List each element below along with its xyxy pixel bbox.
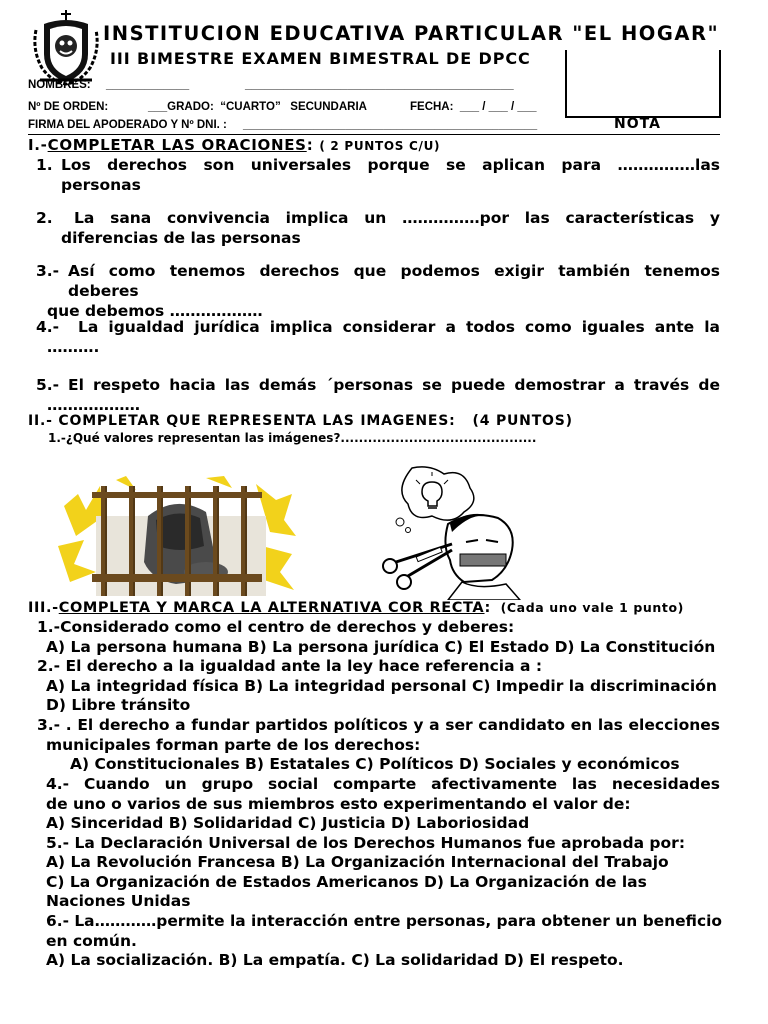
s3-question-1-options: A) La persona humana B) La persona jurídica C) El Estado D) La Constitución: [46, 638, 716, 656]
question-1-line-2: personas: [61, 176, 141, 194]
section-1-numeral: I.-: [28, 136, 48, 154]
question-5: [36, 375, 720, 415]
question-3-line-1: Así como tenemos derechos que podemos exigir también tenemos deberes: [68, 262, 720, 300]
header-rule: [28, 134, 720, 135]
section-1-heading: [28, 136, 440, 154]
censorship-illustration: [382, 466, 528, 600]
question-1-number: 1.: [36, 156, 53, 174]
signature-blank[interactable]: ______________________________________________: [243, 119, 538, 131]
exam-title: III BIMESTRE EXAMEN BIMESTRAL DE DPCC: [110, 49, 531, 68]
school-crest: [30, 10, 102, 86]
section-3-points: (Cada uno vale 1 punto): [500, 600, 684, 615]
question-3-line-2: que debemos ………………: [47, 302, 263, 320]
question-2: [36, 208, 720, 248]
s3-question-4-cont: de uno o varios de sus miembros esto experimentando el valor de:: [46, 795, 631, 813]
date-label: FECHA: ___ / ___ / ___: [410, 101, 537, 113]
question-2-line-1: La sana convivencia implica un ……………por las características y: [74, 209, 720, 227]
question-2-line-2: diferencias de las personas: [61, 229, 301, 247]
section-2-question-1: 1.-¿Qué valores representan las imágenes?...........................................: [48, 431, 537, 445]
prisoner-illustration: [56, 476, 296, 598]
grade-note-label: NOTA: [614, 116, 661, 132]
names-label: NOMBRES:: [28, 79, 91, 91]
section-3-colon: :: [484, 600, 491, 616]
section-1-colon: :: [306, 136, 314, 154]
section-3-heading: [28, 600, 684, 616]
s3-question-6: 6.- La…………permite la interacción entre personas, para obtener un beneficio: [46, 912, 722, 930]
section-2-heading: II.- COMPLETAR QUE REPRESENTA LAS IMAGENES: (4 PUNTOS): [28, 413, 573, 429]
s3-question-2: 2.- El derecho a la igualdad ante la ley hace referencia a :: [37, 657, 543, 675]
section-1-points: ( 2 PUNTOS C/U): [319, 139, 441, 153]
s3-question-2-options-cont: D) Libre tránsito: [46, 696, 191, 714]
order-label: Nº DE ORDEN:: [28, 101, 109, 113]
s3-question-3-cont: municipales forman parte de los derechos:: [46, 736, 421, 754]
question-4: [36, 317, 720, 357]
question-5-line-2: ………………: [47, 396, 140, 414]
s3-question-1: 1.-Considerado como el centro de derechos y deberes:: [37, 618, 515, 636]
s3-question-4-options: A) Sinceridad B) Solidaridad C) Justicia D) Laboriosidad: [46, 814, 530, 832]
question-4-line-1: La igualdad jurídica implica considerar a todos como iguales ante la: [78, 318, 720, 336]
s3-question-5-options-3: Naciones Unidas: [46, 892, 191, 910]
school-name: INSTITUCION EDUCATIVA PARTICULAR "EL HOGAR": [103, 22, 720, 45]
section-3-title: COMPLETA Y MARCA LA ALTERNATIVA COR RECTA: [58, 600, 485, 616]
question-2-number: 2.: [36, 209, 53, 227]
s3-question-4: 4.- Cuando un grupo social comparte afectivamente las necesidades: [46, 775, 720, 793]
question-4-line-2: ……….: [47, 338, 100, 356]
question-1: [36, 155, 720, 195]
names-blank-2[interactable]: __________________________________________: [245, 79, 514, 91]
s3-question-5-options-2: C) La Organización de Estados Americanos D) La Organización de las: [46, 873, 647, 891]
s3-question-5: 5.- La Declaración Universal de los Derechos Humanos fue aprobada por:: [46, 834, 686, 852]
grade-box: [565, 50, 721, 118]
s3-question-6-cont: en común.: [46, 932, 137, 950]
s3-question-3-options: A) Constitucionales B) Estatales C) Políticos D) Sociales y económicos: [70, 755, 680, 773]
section-1-title: COMPLETAR LAS ORACIONES: [47, 136, 307, 154]
grade-label: ___GRADO: “CUARTO” SECUNDARIA: [148, 101, 367, 113]
s3-question-5-options-1: A) La Revolución Francesa B) La Organización Internacional del Trabajo: [46, 853, 669, 871]
names-blank-1[interactable]: _____________: [106, 79, 190, 91]
s3-question-6-options: A) La socialización. B) La empatía. C) La solidaridad D) El respeto.: [46, 951, 624, 969]
section-3-numeral: III.-: [28, 600, 59, 616]
s3-question-3: 3.- . El derecho a fundar partidos políticos y a ser candidato en las elecciones: [37, 716, 720, 734]
question-5-line-1: El respeto hacia las demás ´personas se puede demostrar a través de: [68, 376, 720, 394]
question-4-number: 4.-: [36, 318, 60, 336]
question-3: [36, 261, 720, 321]
signature-label: FIRMA DEL APODERADO Y Nº DNI. :: [28, 119, 227, 131]
question-5-number: 5.-: [36, 376, 60, 394]
question-1-line-1: Los derechos son universales porque se aplican para ……………las: [61, 156, 720, 174]
s3-question-2-options: A) La integridad física B) La integridad personal C) Impedir la discriminación: [46, 677, 717, 695]
question-3-number: 3.-: [36, 262, 60, 280]
